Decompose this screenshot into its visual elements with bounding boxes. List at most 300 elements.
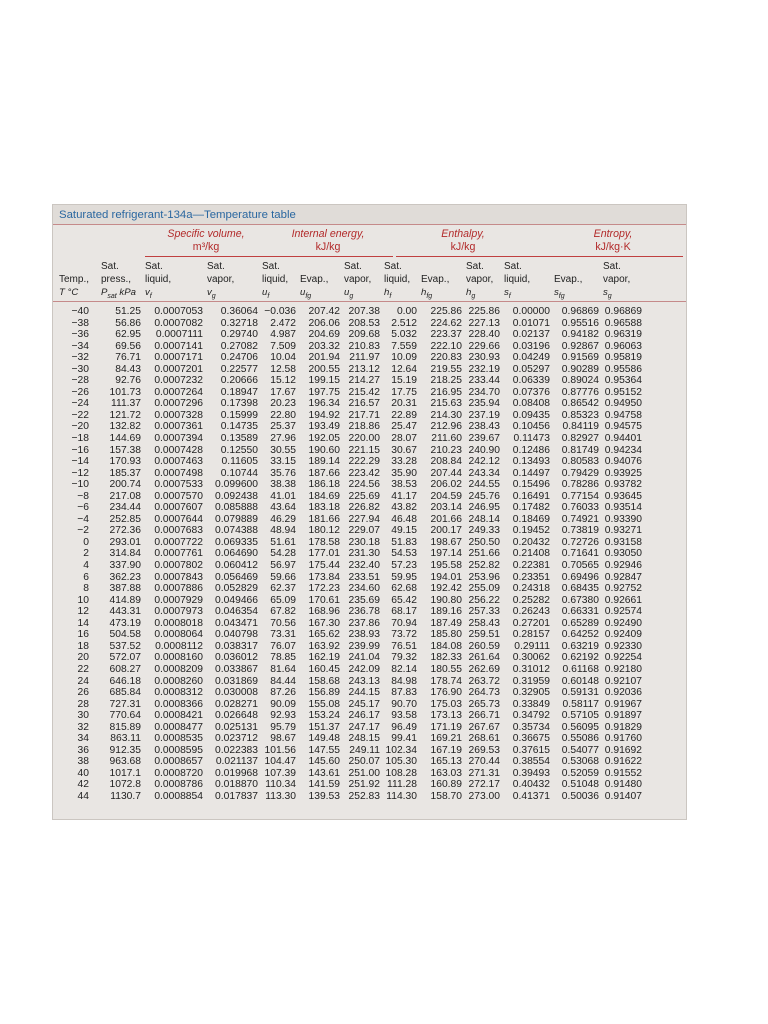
table-cell: 34: [77, 733, 89, 745]
table-cell: 0.89024: [561, 375, 599, 387]
table-cell: 0.08408: [512, 398, 550, 410]
table-cell: 0.14735: [220, 421, 258, 433]
table-cell: 76.51: [391, 640, 417, 652]
table-cell: 151.37: [308, 721, 340, 733]
table-cell: 0.93782: [604, 479, 642, 491]
column-header-line1: Sat.: [207, 261, 225, 272]
table-cell: 0.92180: [604, 663, 642, 675]
table-cell: 0.91692: [604, 744, 642, 756]
column-group-name: Specific volume,: [167, 228, 245, 240]
table-cell: 0.31012: [512, 663, 550, 675]
table-cell: −12: [71, 467, 89, 479]
table-cell: 28: [77, 698, 89, 710]
table-cell: 0.13493: [512, 456, 550, 468]
table-cell: 0.36064: [220, 306, 258, 317]
table-cell: 0.05297: [512, 363, 550, 375]
table-cell: 17.75: [391, 386, 417, 398]
column-header-line1: Sat.: [504, 261, 522, 272]
table-cell: 225.86: [468, 306, 500, 317]
table-cell: 46.29: [270, 513, 296, 525]
table-cell: −20: [71, 421, 89, 433]
table-cell: 107.39: [264, 767, 296, 779]
table-cell: 78.85: [270, 652, 296, 664]
table-row: [53, 606, 642, 618]
table-cell: 0.0007053: [154, 306, 203, 317]
table-cell: 0.29740: [220, 329, 258, 341]
table-cell: 238.43: [468, 421, 500, 433]
table-cell: 51.83: [391, 536, 417, 548]
table-cell: 220.00: [348, 433, 380, 445]
table-cell: 6: [83, 571, 89, 583]
table-row: [53, 398, 642, 410]
column-header-line1: Sat.: [344, 261, 362, 272]
table-cell: 62.95: [115, 329, 141, 341]
table-cell: 293.01: [109, 536, 141, 548]
table-cell: 48.94: [270, 525, 296, 537]
column-header-line2: vapor,: [603, 274, 631, 285]
table-cell: 0.0008786: [154, 779, 203, 791]
table-cell: 237.86: [348, 617, 380, 629]
table-cell: 0.93514: [604, 502, 642, 514]
table-cell: 170.93: [109, 456, 141, 468]
table-cell: 51.25: [115, 306, 141, 317]
table-cell: 0.85323: [561, 409, 599, 421]
column-group: [393, 228, 533, 254]
table-cell: 90.70: [391, 698, 417, 710]
table-cell: 190.80: [430, 594, 462, 606]
table-cell: 646.18: [109, 675, 141, 687]
table-cell: 263.72: [468, 675, 500, 687]
table-row: [53, 456, 642, 468]
table-cell: 608.27: [109, 663, 141, 675]
table-cell: 15.12: [270, 375, 296, 387]
table-cell: 0.95819: [604, 352, 642, 364]
table-cell: 0.95586: [604, 363, 642, 375]
table-cell: 0.00: [396, 306, 417, 317]
table-cell: 227.13: [468, 317, 500, 329]
table-cell: 0.62192: [561, 652, 599, 664]
table-cell: 248.15: [348, 733, 380, 745]
table-cell: 84.98: [391, 675, 417, 687]
table-cell: 92.76: [115, 375, 141, 387]
table-cell: 0.021137: [215, 756, 258, 768]
table-cell: 87.26: [270, 687, 296, 699]
table-cell: 0.91552: [604, 767, 642, 779]
table-cell: 76.07: [270, 640, 296, 652]
table-cell: 76.71: [115, 352, 141, 364]
table-cell: 206.02: [430, 479, 462, 491]
table-cell: 0.049466: [215, 594, 258, 606]
column-header-symbol: $s_{fg}$: [554, 287, 565, 300]
table-cell: 22.89: [391, 409, 417, 421]
table-cell: 0.099600: [215, 479, 258, 491]
table-cell: 149.48: [308, 733, 340, 745]
table-cell: 0.69496: [561, 571, 599, 583]
table-cell: 160.45: [308, 663, 340, 675]
table-cell: 57.23: [391, 560, 417, 572]
table-cell: 200.74: [109, 479, 141, 491]
table-cell: 121.72: [109, 409, 141, 421]
table-cell: 155.08: [308, 698, 340, 710]
table-cell: 24: [77, 675, 89, 687]
table-cell: −28: [71, 375, 89, 387]
table-cell: 0.94234: [604, 444, 642, 456]
table-cell: 0.0007201: [154, 363, 203, 375]
table-cell: 262.69: [468, 663, 500, 675]
table-row: [53, 387, 642, 399]
table-cell: 0.0008477: [154, 721, 203, 733]
table-cell: 504.58: [109, 629, 141, 641]
table-cell: 0.76033: [561, 502, 599, 514]
table-cell: 0.0007722: [154, 536, 203, 548]
table-row: [53, 329, 642, 341]
table-cell: 0.31959: [512, 675, 550, 687]
table-title: Saturated refrigerant-134a—Temperature table: [53, 205, 686, 225]
table-cell: 0.94758: [604, 409, 642, 421]
table-cell: 215.63: [430, 398, 462, 410]
table-cell: 139.53: [308, 790, 340, 802]
table-cell: 227.94: [348, 513, 380, 525]
table-cell: 43.64: [270, 502, 296, 514]
table-cell: 15.19: [391, 375, 417, 387]
column-header-symbol: $s_f$: [504, 287, 511, 300]
column-group-name: Enthalpy,: [441, 228, 485, 240]
table-cell: 0.96063: [604, 340, 642, 352]
table-cell: 51.61: [270, 536, 296, 548]
table-cell: 25.37: [270, 421, 296, 433]
table-row: [53, 318, 642, 330]
column-header: [262, 260, 288, 303]
table-cell: 0.0007929: [154, 594, 203, 606]
table-row: [53, 779, 642, 791]
table-cell: 0.92409: [604, 629, 642, 641]
table-cell: 912.35: [109, 744, 141, 756]
table-cell: 111.28: [387, 779, 417, 791]
table-cell: 0.63219: [561, 640, 599, 652]
table-cell: 0.79429: [561, 467, 599, 479]
table-cell: 0.91760: [604, 733, 642, 745]
column-header-symbol: $u_{fg}$: [300, 287, 312, 300]
table-cell: 190.60: [308, 444, 340, 456]
table-cell: −16: [71, 444, 89, 456]
table-cell: 69.56: [115, 340, 141, 352]
table-cell: 250.07: [348, 756, 380, 768]
table-cell: 247.17: [348, 721, 380, 733]
table-cell: 0.73819: [561, 525, 599, 537]
table-cell: 2.472: [270, 317, 296, 329]
table-cell: 0.07376: [512, 386, 550, 398]
table-cell: 175.44: [308, 560, 340, 572]
table-cell: 210.23: [430, 444, 462, 456]
table-cell: 0.93050: [604, 548, 642, 560]
table-cell: 216.95: [430, 386, 462, 398]
table-cell: 176.90: [430, 687, 462, 699]
table-cell: 0.27201: [512, 617, 550, 629]
table-cell: 0.40432: [512, 779, 550, 791]
table-cell: 0.0007843: [154, 571, 203, 583]
table-cell: 38.38: [270, 479, 296, 491]
table-cell: −38: [71, 317, 89, 329]
table-cell: 242.09: [348, 663, 380, 675]
table-cell: 226.82: [348, 502, 380, 514]
column-group-unit: m³/kg: [192, 241, 220, 253]
table-cell: 270.44: [468, 756, 500, 768]
table-cell: 815.89: [109, 721, 141, 733]
table-row: [53, 514, 642, 526]
table-cell: 153.24: [308, 710, 340, 722]
table-cell: 0.94575: [604, 421, 642, 433]
table-cell: 0.92661: [604, 594, 642, 606]
table-cell: 10.09: [391, 352, 417, 364]
table-cell: 217.71: [348, 409, 380, 421]
table-cell: 473.19: [109, 617, 141, 629]
table-cell: 180.12: [308, 525, 340, 537]
table-cell: 253.96: [468, 571, 500, 583]
table-cell: 10: [77, 594, 89, 606]
column-header-line2: Evap.,: [554, 274, 583, 285]
table-row: [53, 433, 642, 445]
table-cell: 81.64: [270, 663, 296, 675]
table-cell: 863.11: [110, 733, 141, 745]
table-cell: 54.53: [391, 548, 417, 560]
table-cell: 1130.7: [110, 790, 141, 802]
table-cell: 0.00000: [512, 306, 550, 317]
table-cell: 0.70565: [561, 560, 599, 572]
table-row: [53, 699, 642, 711]
table-cell: 8: [83, 583, 89, 595]
table-cell: 0.0007171: [154, 352, 203, 364]
table-cell: 0.0007232: [154, 375, 203, 387]
table-cell: 0.06339: [512, 375, 550, 387]
table-cell: 0.0007683: [154, 525, 203, 537]
table-row: [53, 375, 642, 387]
table-cell: 207.42: [308, 306, 340, 317]
table-cell: −40: [71, 306, 89, 317]
column-header: [554, 260, 582, 303]
table-cell: 143.61: [308, 767, 340, 779]
table-cell: 235.94: [468, 398, 500, 410]
table-cell: 0.0007361: [154, 421, 203, 433]
table-cell: 266.71: [468, 710, 500, 722]
table-cell: 157.38: [109, 444, 141, 456]
table-cell: 82.14: [391, 663, 417, 675]
table-cell: −10: [71, 479, 89, 491]
table-cell: 0.64252: [561, 629, 599, 641]
table-cell: 387.88: [109, 583, 141, 595]
table-cell: 4.987: [270, 329, 296, 341]
table-cell: 10.04: [270, 352, 296, 364]
column-group-unit: kJ/kg: [315, 241, 341, 253]
table-cell: 217.08: [109, 490, 141, 502]
table-cell: −2: [77, 525, 89, 537]
table-cell: 208.84: [430, 456, 462, 468]
table-cell: 44: [77, 790, 89, 802]
table-cell: 180.55: [430, 663, 462, 675]
table-cell: 231.30: [348, 548, 380, 560]
column-group-unit: kJ/kg·K: [595, 241, 631, 253]
table-cell: 0.018870: [215, 779, 258, 791]
table-cell: 206.06: [308, 317, 340, 329]
table-cell: 167.30: [308, 617, 340, 629]
table-cell: 0.71641: [561, 548, 599, 560]
table-cell: 163.03: [430, 767, 462, 779]
table-cell: 0.92946: [604, 560, 642, 572]
table-row: [53, 341, 642, 353]
table-cell: 104.47: [264, 756, 296, 768]
table-cell: 0.60148: [561, 675, 599, 687]
table-cell: 0.0007533: [154, 479, 203, 491]
table-cell: 218.25: [430, 375, 462, 387]
column-header-line2: vapor,: [207, 274, 235, 285]
table-cell: 84.44: [270, 675, 296, 687]
table-cell: 171.19: [430, 721, 462, 733]
table-cell: 197.75: [308, 386, 340, 398]
table-cell: 225.86: [430, 306, 462, 317]
column-header: [603, 260, 630, 303]
table-row: [53, 618, 642, 630]
table-cell: 99.41: [391, 733, 417, 745]
column-header-symbol: $h_g$: [466, 287, 476, 300]
table-cell: 0.37615: [512, 744, 550, 756]
table-cell: 0.26243: [512, 606, 550, 618]
table-cell: 183.18: [308, 502, 340, 514]
table-cell: 7.509: [270, 340, 296, 352]
table-cell: 0.033867: [215, 663, 258, 675]
column-group: [543, 228, 683, 254]
table-cell: 0.58117: [562, 698, 599, 710]
table-cell: 178.74: [430, 675, 462, 687]
table-cell: 0.92330: [604, 640, 642, 652]
table-cell: 186.18: [308, 479, 340, 491]
table-cell: 0.93390: [604, 513, 642, 525]
table-cell: 0.86542: [561, 398, 599, 410]
table-cell: 32: [77, 721, 89, 733]
table-cell: 54.28: [270, 548, 296, 560]
table-cell: 98.67: [270, 733, 296, 745]
column-header-symbol: T °C: [59, 287, 79, 298]
table-cell: 243.13: [348, 675, 380, 687]
table-row: [53, 537, 642, 549]
table-cell: 0.30062: [512, 652, 550, 664]
table-cell: 362.23: [109, 571, 141, 583]
table-cell: 67.82: [270, 606, 296, 618]
table-cell: 269.53: [468, 744, 500, 756]
table-cell: 0.0007802: [154, 560, 203, 572]
table-cell: 0.35734: [512, 721, 550, 733]
table-cell: 251.66: [468, 548, 500, 560]
table-cell: 162.19: [308, 652, 340, 664]
table-cell: 0.94950: [604, 398, 642, 410]
table-cell: 256.22: [468, 594, 500, 606]
table-cell: 20.31: [391, 398, 417, 410]
table-cell: 0.023712: [215, 733, 258, 745]
table-cell: 182.33: [430, 652, 462, 664]
table-cell: 30.55: [270, 444, 296, 456]
column-header-line2: liquid,: [384, 274, 411, 285]
table-cell: 170.61: [308, 594, 340, 606]
table-cell: 0.92867: [561, 340, 599, 352]
table-cell: 209.68: [348, 329, 380, 341]
table-row: [53, 676, 642, 688]
table-cell: 0.13589: [220, 433, 258, 445]
table-cell: 30: [77, 710, 89, 722]
table-cell: 0.95364: [604, 375, 642, 387]
table-cell: 59.95: [391, 571, 417, 583]
table-cell: −30: [71, 363, 89, 375]
table-cell: 27.96: [270, 433, 296, 445]
table-row: [53, 745, 642, 757]
table-cell: 243.34: [468, 467, 500, 479]
table-cell: 0.91569: [561, 352, 599, 364]
table-cell: 5.032: [391, 329, 417, 341]
table-cell: −4: [77, 513, 89, 525]
table-cell: 211.97: [349, 352, 380, 364]
table-cell: 141.59: [308, 779, 340, 791]
table-cell: 196.34: [308, 398, 340, 410]
table-cell: 0.56095: [561, 721, 599, 733]
table-cell: 41.17: [391, 490, 417, 502]
table-cell: 0.68435: [561, 583, 599, 595]
table-cell: 230.18: [348, 536, 380, 548]
table-cell: 0.040798: [215, 629, 258, 641]
table-cell: 0.12486: [512, 444, 550, 456]
column-header-symbol: $u_f$: [262, 287, 270, 300]
table-cell: 0.043471: [215, 617, 258, 629]
table-cell: 242.12: [468, 456, 500, 468]
table-cell: 0.92107: [604, 675, 642, 687]
table-cell: 0.38554: [512, 756, 550, 768]
table-cell: 0.01071: [512, 317, 550, 329]
table-cell: 0.17398: [220, 398, 258, 410]
table-cell: 0.55086: [561, 733, 599, 745]
table-cell: 163.92: [308, 640, 340, 652]
table-cell: 7.559: [391, 340, 417, 352]
table-cell: 221.15: [348, 444, 380, 456]
table-cell: 0.0008595: [154, 744, 203, 756]
table-cell: 68.17: [391, 606, 417, 618]
table-cell: 0.41371: [512, 790, 550, 802]
table-cell: 185.80: [430, 629, 462, 641]
table-cell: 197.14: [430, 548, 462, 560]
table-cell: 272.17: [468, 779, 500, 791]
column-group-rule: [539, 256, 683, 257]
table-cell: 0.15496: [512, 479, 550, 491]
table-cell: 16: [77, 629, 89, 641]
table-cell: 185.37: [109, 467, 141, 479]
table-cell: 0.29111: [514, 640, 550, 652]
table-cell: 4: [83, 560, 89, 572]
table-cell: 0.0008064: [154, 629, 203, 641]
table-cell: 443.31: [109, 606, 141, 618]
table-cell: 28.07: [391, 433, 417, 445]
table-cell: 0.65289: [561, 617, 599, 629]
table-cell: −34: [71, 340, 89, 352]
table-cell: 1017.1: [109, 767, 141, 779]
column-header-line1: [554, 260, 582, 273]
table-cell: 239.67: [468, 433, 500, 445]
table-row: [53, 352, 642, 364]
table-cell: 0.0008657: [154, 756, 203, 768]
column-header: [145, 260, 171, 303]
table-cell: 963.68: [109, 756, 141, 768]
table-cell: 177.01: [308, 548, 340, 560]
table-cell: 144.69: [109, 433, 141, 445]
table-cell: 20.23: [270, 398, 296, 410]
table-cell: 235.69: [348, 594, 380, 606]
table-cell: 178.58: [308, 536, 340, 548]
table-cell: 192.05: [308, 433, 340, 445]
table-cell: 414.89: [109, 594, 141, 606]
